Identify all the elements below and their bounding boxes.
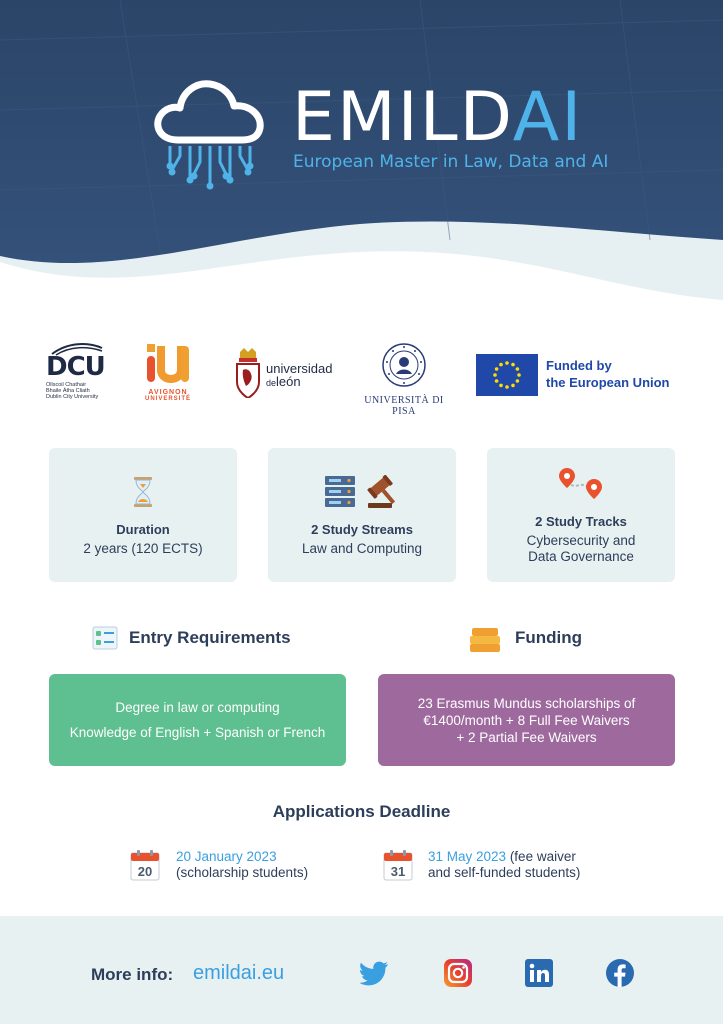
avignon-au-icon	[141, 342, 195, 384]
deadline-fee-waiver	[428, 849, 580, 881]
duration-detail: 2 years (120 ECTS)	[83, 541, 203, 556]
avignon-logo	[138, 342, 198, 402]
study-tracks-line2: Data Governance	[528, 549, 634, 564]
calendar-day-20: 20	[137, 864, 153, 879]
study-streams-detail: Law and Computing	[301, 541, 423, 556]
footer	[0, 916, 723, 1024]
calendar-icon	[383, 849, 413, 881]
eu-flag-icon	[476, 354, 538, 396]
leon-line3: león	[276, 374, 301, 389]
more-info-label: More info:	[91, 965, 174, 984]
program-subtitle: European Master in Law, Data and AI	[293, 152, 609, 172]
title-accent: AI	[512, 78, 584, 157]
funding-title: Funding	[515, 628, 583, 647]
leon-text	[266, 362, 333, 390]
entry-requirements-title: Entry Requirements	[129, 628, 291, 647]
deadline-date-2: 31 May 2023	[428, 849, 507, 864]
cloud-circuit-logo-icon	[150, 78, 268, 190]
eu-line2: the European Union	[546, 375, 670, 390]
pisa-logo	[356, 342, 452, 417]
study-tracks-card	[487, 448, 675, 582]
deadline-scholarship	[176, 849, 308, 881]
title-main: EMILD	[292, 78, 513, 157]
dcu-abbr: DCU	[46, 352, 105, 382]
entry-line-1: Degree in law or computing	[115, 700, 280, 715]
funding-box	[378, 674, 675, 766]
entry-requirements-box	[49, 674, 346, 766]
pisa-name: UNIVERSITÀ DI PISA	[364, 395, 444, 417]
website-link[interactable]: emildai.eu	[193, 962, 285, 984]
study-tracks-line1: Cybersecurity and	[526, 533, 636, 548]
funding-line-3: + 2 Partial Fee Waivers	[456, 729, 597, 745]
study-tracks-detail	[487, 533, 675, 565]
applications-deadline-title: Applications Deadline	[272, 802, 451, 821]
deadline-date-1: 20 January 2023	[176, 849, 277, 864]
leon-line1: universidad	[266, 361, 333, 376]
dcu-swoosh-icon	[48, 342, 104, 356]
dcu-line3: Dublin City University	[46, 394, 99, 400]
header-banner	[0, 0, 723, 310]
partner-logos	[0, 340, 723, 417]
checklist-icon	[92, 626, 118, 650]
pisa-seal-icon	[379, 342, 429, 388]
dcu-line1: Ollscoil Chathair	[46, 382, 87, 388]
dcu-line2: Bhaile Átha Cliath	[46, 388, 90, 394]
entry-line-2: Knowledge of English + Spanish or French	[69, 725, 326, 740]
facebook-icon[interactable]	[605, 958, 635, 988]
study-tracks-title: 2 Study Tracks	[535, 514, 627, 529]
duration-title: Duration	[116, 522, 170, 537]
eu-line1: Funded by	[546, 358, 612, 373]
avignon-line1: AVIGNON	[148, 389, 188, 396]
leon-line2: de	[266, 378, 277, 388]
hourglass-icon	[132, 476, 154, 508]
deadline-rest-2: (fee waiver	[506, 849, 576, 864]
instagram-icon[interactable]	[443, 958, 473, 988]
gavel-icon	[364, 475, 400, 509]
calendar-day-31: 31	[390, 864, 406, 879]
coins-stack-icon	[468, 626, 502, 654]
deadline-note-2: and self-funded students)	[428, 865, 581, 880]
linkedin-icon[interactable]	[524, 958, 554, 988]
leon-crest-icon	[234, 348, 262, 398]
program-title	[292, 78, 584, 157]
avignon-line2: UNIVERSITÉ	[144, 396, 191, 402]
dcu-logo	[46, 344, 106, 400]
calendar-icon	[130, 849, 160, 881]
twitter-icon[interactable]	[360, 958, 390, 988]
study-streams-title: 2 Study Streams	[311, 522, 413, 537]
leon-logo	[234, 348, 344, 403]
study-streams-card	[268, 448, 456, 582]
eu-funding-text	[546, 357, 670, 391]
server-icon	[324, 475, 356, 509]
duration-card	[49, 448, 237, 582]
deadline-note-1: (scholarship students)	[176, 865, 309, 880]
route-pins-icon	[558, 467, 604, 501]
funding-line-2: €1400/month + 8 Full Fee Waivers	[423, 712, 630, 728]
funding-line-1: 23 Erasmus Mundus scholarships of	[417, 695, 636, 711]
